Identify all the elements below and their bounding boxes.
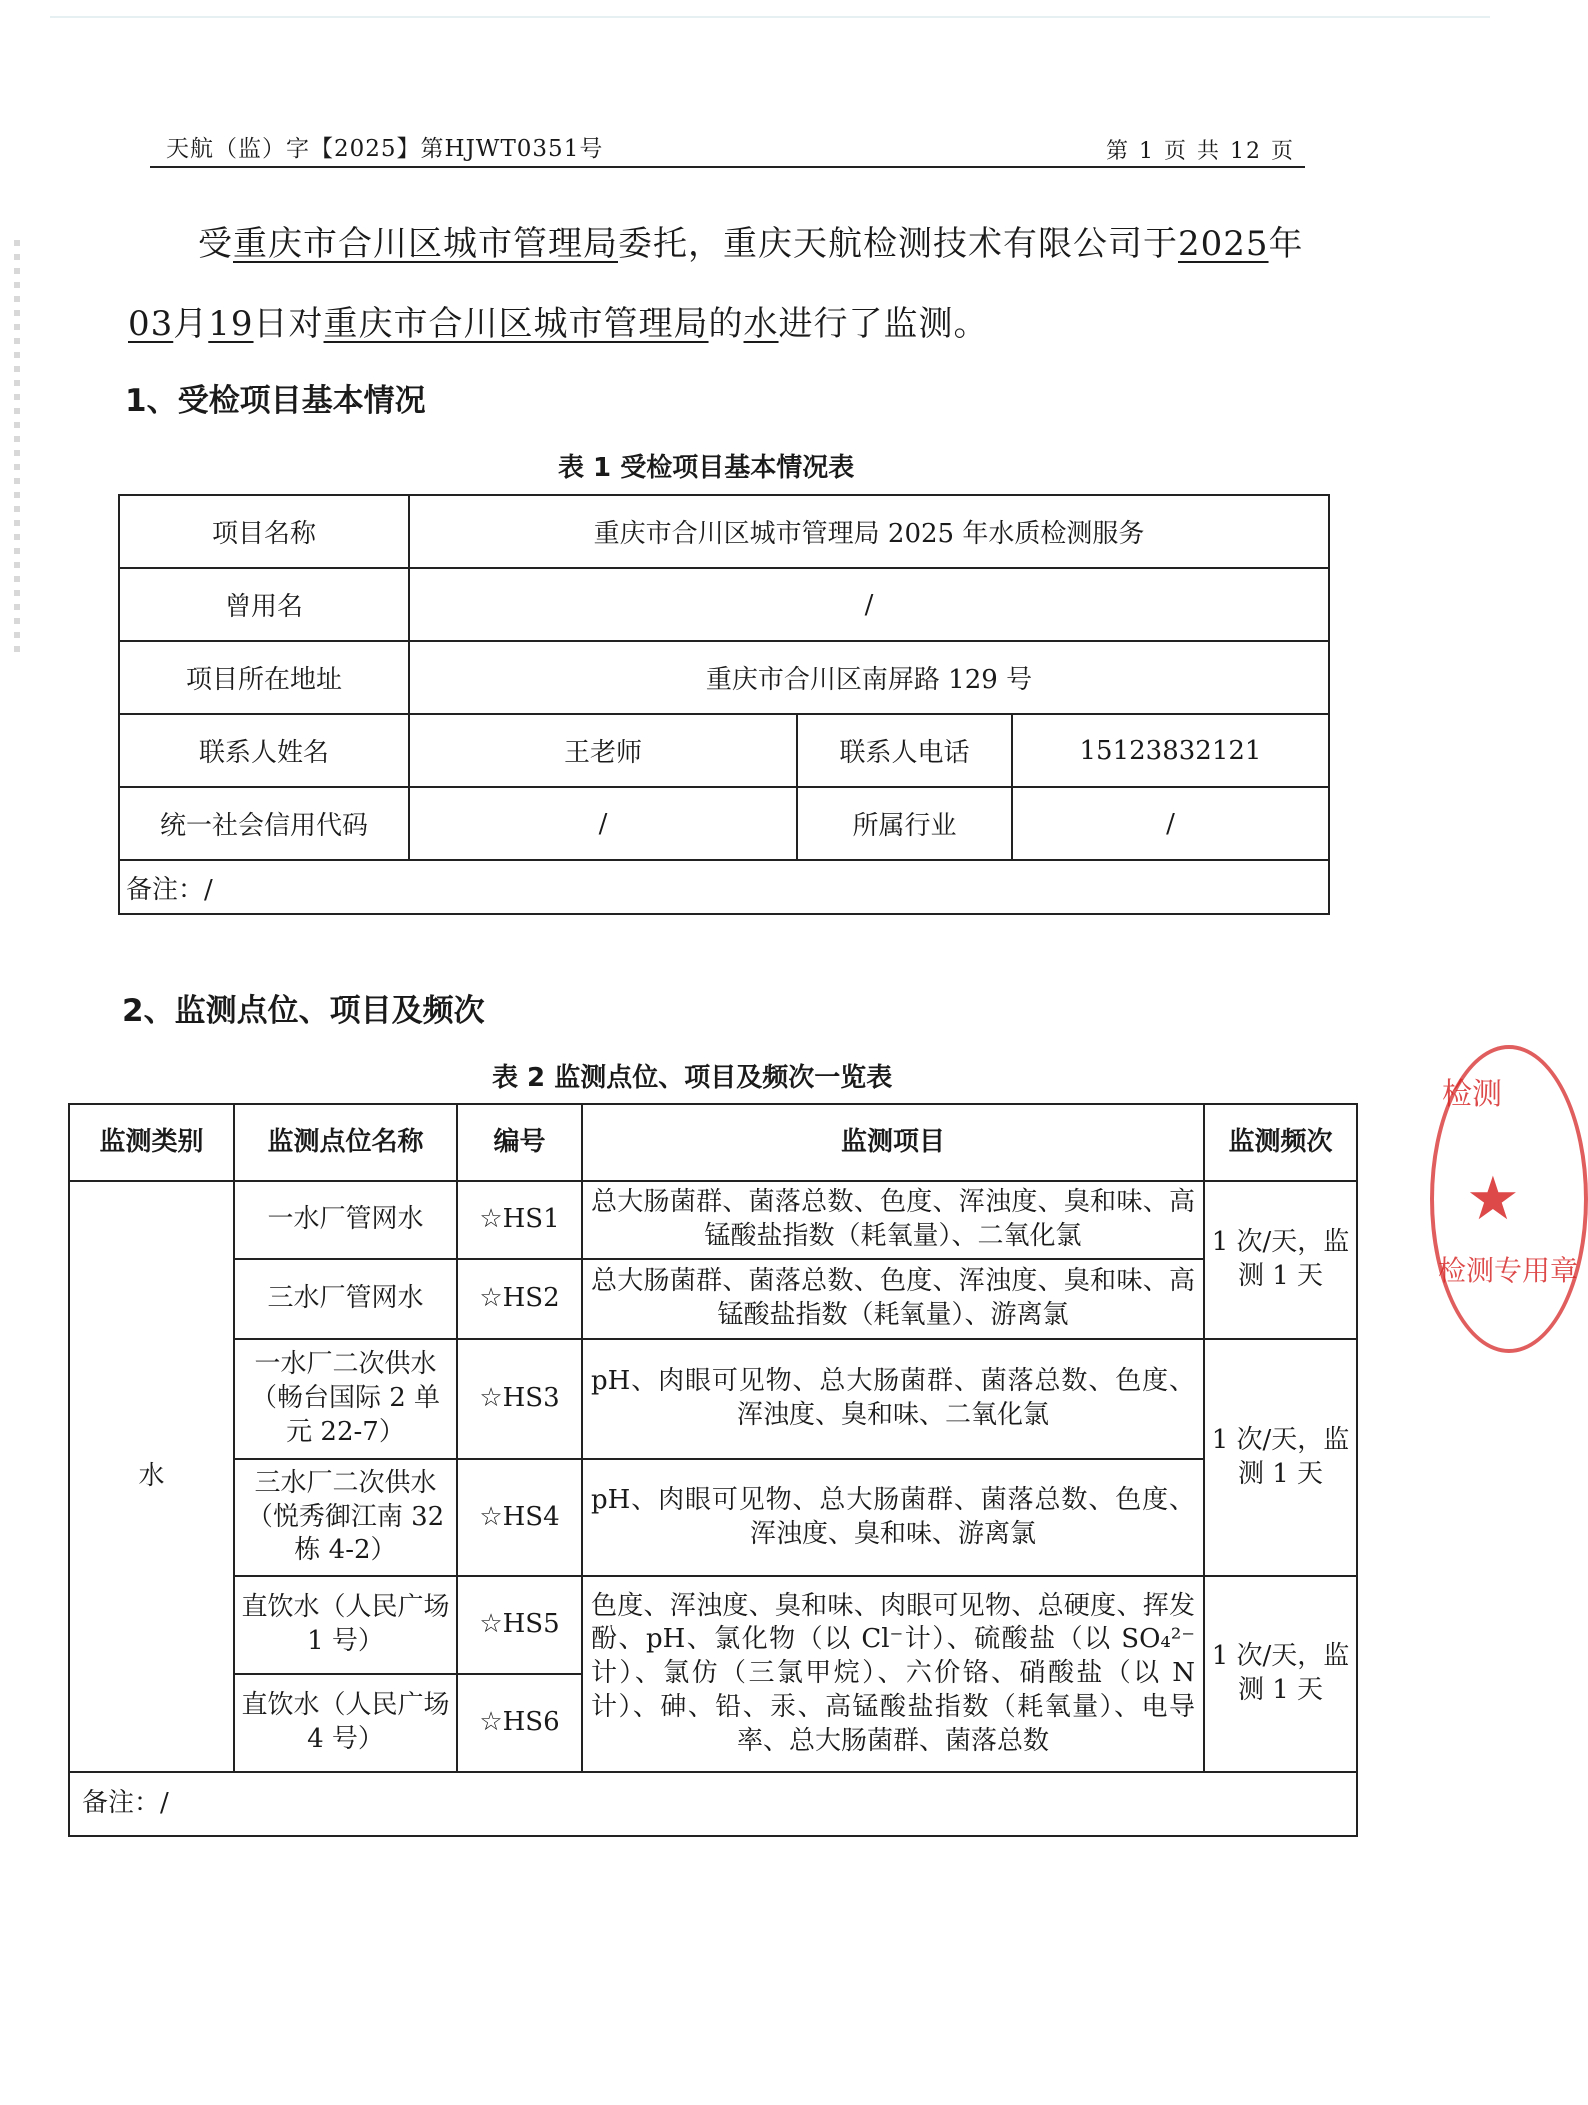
month: 03 <box>128 304 174 344</box>
basic-info-table <box>118 494 1330 915</box>
table-row <box>119 568 1329 641</box>
phone-label: 联系人电话 <box>797 714 1012 787</box>
site-name: 直饮水（人民广场 1 号） <box>234 1576 457 1674</box>
project-name-label: 项目名称 <box>119 495 409 568</box>
frequency-cell: 1 次/天，监测 1 天 <box>1204 1576 1357 1772</box>
intro-text: 进行了监测。 <box>778 304 989 344</box>
intro-text: 委托，重庆天航检测技术有限公司于 <box>618 224 1178 264</box>
site-name: 一水厂二次供水（畅台国际 2 单元 22-7） <box>234 1339 457 1459</box>
table-1-note: 备注：/ <box>119 860 1329 914</box>
site-code: ☆HS2 <box>457 1259 582 1339</box>
site-code: ☆HS6 <box>457 1674 582 1772</box>
site-name: 三水厂管网水 <box>234 1259 457 1339</box>
table-row <box>69 1259 1357 1339</box>
target-name: 重庆市合川区城市管理局 <box>323 304 709 344</box>
contact-value: 王老师 <box>409 714 797 787</box>
site-name: 三水厂二次供水（悦秀御江南 32 栋 4-2） <box>234 1459 457 1576</box>
monitoring-table <box>68 1103 1358 1837</box>
site-name: 直饮水（人民广场 4 号） <box>234 1674 457 1772</box>
table-row <box>119 714 1329 787</box>
doc-number: 天航（监）字【2025】第HJWT0351号 <box>166 136 604 162</box>
table-row <box>119 641 1329 714</box>
monitoring-items: pH、肉眼可见物、总大肠菌群、菌落总数、色度、浑浊度、臭和味、二氧化氯 <box>582 1339 1204 1459</box>
site-code: ☆HS5 <box>457 1576 582 1674</box>
address-label: 项目所在地址 <box>119 641 409 714</box>
industry-label: 所属行业 <box>797 787 1012 860</box>
table-row <box>69 1772 1357 1836</box>
monitoring-items: 色度、浑浊度、臭和味、肉眼可见物、总硬度、挥发酚、pH、氯化物（以 Cl⁻计）、硫酸盐（以 SO₄²⁻计）、氯仿（三氯甲烷）、六价铬、硝酸盐（以 N 计）、砷、铅、汞、高锰酸盐指数（耗氧量）、电导率、总大肠菌群、菌落总数 <box>582 1576 1204 1772</box>
table-row <box>69 1576 1357 1674</box>
address-value: 重庆市合川区南屏路 129 号 <box>409 641 1329 714</box>
header-code: 编号 <box>457 1104 582 1181</box>
medium: 水 <box>743 304 779 344</box>
header-frequency: 监测频次 <box>1204 1104 1357 1181</box>
intro-text: 受 <box>198 224 233 264</box>
former-name-value: / <box>409 568 1329 641</box>
header-category: 监测类别 <box>69 1104 234 1181</box>
credit-code-value: / <box>409 787 797 860</box>
former-name-label: 曾用名 <box>119 568 409 641</box>
table-row <box>119 787 1329 860</box>
table-2-note: 备注：/ <box>69 1772 1357 1836</box>
site-code: ☆HS3 <box>457 1339 582 1459</box>
monitoring-items: pH、肉眼可见物、总大肠菌群、菌落总数、色度、浑浊度、臭和味、游离氯 <box>582 1459 1204 1576</box>
contact-label: 联系人姓名 <box>119 714 409 787</box>
section-1-title: 1、受检项目基本情况 <box>125 383 426 419</box>
site-code: ☆HS1 <box>457 1181 582 1259</box>
credit-code-label: 统一社会信用代码 <box>119 787 409 860</box>
binding-marks <box>14 240 20 660</box>
frequency-cell: 1 次/天，监测 1 天 <box>1204 1181 1357 1339</box>
client-name: 重庆市合川区城市管理局 <box>233 224 618 264</box>
intro-text: 的 <box>708 304 744 344</box>
page-header <box>150 130 1305 168</box>
table-row <box>69 1459 1357 1576</box>
intro-text: 年 <box>1268 224 1304 264</box>
site-name: 一水厂管网水 <box>234 1181 457 1259</box>
page-top-edge <box>50 16 1490 18</box>
monitoring-items: 总大肠菌群、菌落总数、色度、浑浊度、臭和味、高锰酸盐指数（耗氧量）、游离氯 <box>582 1259 1204 1339</box>
table-row <box>119 495 1329 568</box>
industry-value: / <box>1012 787 1329 860</box>
day: 19 <box>208 304 254 344</box>
category-cell: 水 <box>69 1181 234 1772</box>
header-site: 监测点位名称 <box>234 1104 457 1181</box>
stamp-star-icon: ★ <box>1466 1164 1520 1234</box>
stamp-bottom-text: 检测专用章 <box>1438 1254 1579 1287</box>
project-name-value: 重庆市合川区城市管理局 2025 年水质检测服务 <box>409 495 1329 568</box>
table-row <box>69 1181 1357 1259</box>
year: 2025 <box>1178 224 1269 264</box>
table-row <box>69 1339 1357 1459</box>
table-header-row <box>69 1104 1357 1181</box>
monitoring-items: 总大肠菌群、菌落总数、色度、浑浊度、臭和味、高锰酸盐指数（耗氧量）、二氧化氯 <box>582 1181 1204 1259</box>
frequency-cell: 1 次/天，监测 1 天 <box>1204 1339 1357 1576</box>
stamp-top-text: 检测 <box>1442 1077 1502 1112</box>
page-info: 第 1 页 共 12 页 <box>1106 139 1295 164</box>
intro-text: 日对 <box>253 304 324 344</box>
intro-text: 月 <box>173 304 209 344</box>
phone-value: 15123832121 <box>1012 714 1329 787</box>
section-2-title: 2、监测点位、项目及频次 <box>122 993 485 1029</box>
red-seal-stamp <box>1430 1045 1588 1353</box>
table-row <box>119 860 1329 914</box>
table-1-caption: 表 1 受检项目基本情况表 <box>558 453 855 483</box>
intro-line-1 <box>198 216 1304 265</box>
header-items: 监测项目 <box>582 1104 1204 1181</box>
table-2-caption: 表 2 监测点位、项目及频次一览表 <box>492 1063 893 1093</box>
intro-line-2 <box>128 296 989 345</box>
site-code: ☆HS4 <box>457 1459 582 1576</box>
